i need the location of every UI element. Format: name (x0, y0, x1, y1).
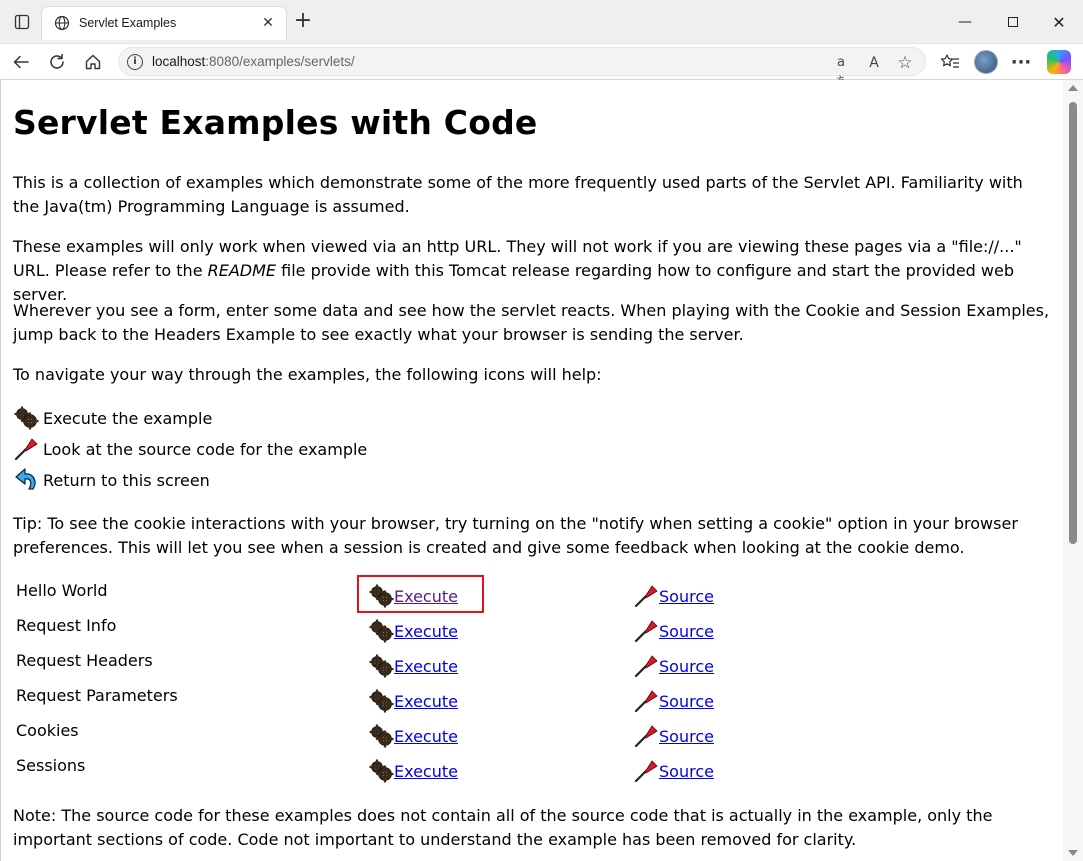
source-link[interactable]: Source (659, 692, 714, 711)
table-row (13, 579, 1053, 614)
source-link[interactable]: Source (659, 587, 714, 606)
source-link[interactable]: Source (659, 727, 714, 746)
example-name: Request Parameters (16, 686, 178, 705)
close-window-button[interactable]: ✕ (1052, 12, 1066, 32)
execute-cell (368, 754, 458, 784)
source-cell (633, 649, 714, 679)
table-row (13, 649, 1053, 684)
source-screwdriver-icon[interactable] (633, 723, 659, 749)
selection-highlight (357, 575, 484, 613)
execute-link[interactable]: Execute (394, 657, 458, 676)
site-info-icon[interactable]: i (127, 54, 143, 70)
execute-link[interactable]: Execute (394, 587, 458, 606)
tip-paragraph: Tip: To see the cookie interactions with your browser, try turning on the "notify when setting a cookie" option in your browser preferences. This will let you see when a session is created and give some feedback when looking at the cookie demo. (13, 514, 1018, 557)
vertical-scrollbar[interactable] (1063, 80, 1083, 861)
table-row (13, 684, 1053, 719)
http-note-text-1: These examples will only work when viewed via an http URL. They will not work if you are viewing these pages via a "file://..." URL. Please refer to the (13, 237, 1022, 280)
url-path: :8080/examples/servlets/ (205, 54, 355, 69)
tab-actions-icon[interactable] (12, 12, 32, 32)
page-viewport (5, 80, 1063, 861)
source-screwdriver-icon[interactable] (633, 583, 659, 609)
source-screwdriver-icon[interactable] (633, 758, 659, 784)
toolbar (0, 44, 1083, 80)
more-options-icon[interactable]: ··· (1010, 51, 1032, 73)
globe-icon (54, 15, 70, 31)
tab-title: Servlet Examples (79, 16, 177, 30)
tab-strip (0, 0, 1083, 44)
legend-execute-label: Execute the example (43, 409, 213, 428)
example-name: Request Headers (16, 651, 153, 670)
table-row (13, 754, 1053, 789)
http-note-text-2: file provide with this Tomcat release regarding how to configure and start the provided web server. (13, 261, 1014, 304)
scroll-down-arrow[interactable] (1068, 850, 1078, 856)
favorites-icon[interactable] (938, 50, 962, 74)
example-name: Request Info (16, 616, 117, 635)
profile-avatar[interactable] (974, 50, 998, 74)
table-row (13, 614, 1053, 649)
source-screwdriver-icon (13, 436, 39, 462)
execute-cell (368, 614, 458, 644)
refresh-button[interactable] (46, 51, 68, 73)
maximize-icon (1008, 17, 1018, 27)
legend-source-label: Look at the source code for the example (43, 440, 368, 459)
note-paragraph: Note: The source code for these examples does not contain all of the source code that is actually in the example, only the important sections of code. Code not important to understand the example has been removed for clarity. (13, 806, 993, 849)
source-screwdriver-icon[interactable] (633, 688, 659, 714)
execute-link[interactable]: Execute (394, 692, 458, 711)
execute-link[interactable]: Execute (394, 762, 458, 781)
source-cell (633, 754, 714, 784)
minimize-button[interactable]: — (958, 14, 972, 30)
source-cell (633, 579, 714, 609)
navigate-note-paragraph: To navigate your way through the examples, the following icons will help: (13, 365, 602, 384)
back-button[interactable] (10, 51, 32, 73)
form-note-paragraph: Wherever you see a form, enter some data and see how the servlet reacts. When playing with the Cookie and Session Examples, jump back to the Headers Example to see exactly what your browser is sending the server. (13, 301, 1050, 344)
return-arrow-icon (13, 467, 39, 493)
home-button[interactable] (82, 51, 104, 73)
execute-cell (368, 649, 458, 679)
http-note-paragraph (13, 235, 1053, 307)
translate-icon[interactable]: a (837, 55, 845, 70)
legend-source (13, 436, 367, 462)
source-cell (633, 614, 714, 644)
source-cell (633, 684, 714, 714)
new-tab-button[interactable]: + (293, 8, 313, 33)
legend-return-label: Return to this screen (43, 471, 210, 490)
intro-paragraph: This is a collection of examples which demonstrate some of the more frequently used parts of the Servlet API. Familiarity with the Java(tm) Programming Language is assumed. (13, 173, 1023, 216)
legend-return (13, 467, 210, 493)
execute-gear-icon[interactable] (368, 653, 394, 679)
execute-cell (368, 719, 458, 749)
legend-execute (13, 405, 212, 431)
source-cell (633, 719, 714, 749)
execute-gear-icon[interactable] (368, 758, 394, 784)
read-aloud-icon[interactable]: A (869, 55, 879, 71)
url-text (152, 54, 355, 69)
url-host: localhost (152, 54, 206, 69)
example-name: Sessions (16, 756, 86, 775)
source-screwdriver-icon[interactable] (633, 653, 659, 679)
active-tab[interactable] (41, 6, 287, 40)
example-name: Hello World (16, 581, 108, 600)
execute-gear-icon[interactable] (368, 688, 394, 714)
source-link[interactable]: Source (659, 762, 714, 781)
page-title: Servlet Examples with Code (13, 103, 538, 142)
execute-gear-icon[interactable] (368, 618, 394, 644)
maximize-button[interactable] (990, 8, 1036, 36)
scroll-thumb[interactable] (1069, 102, 1077, 544)
favorite-star-icon[interactable]: ☆ (897, 53, 913, 73)
execute-cell (368, 684, 458, 714)
table-row (13, 719, 1053, 754)
readme-text: README (207, 261, 277, 280)
address-bar[interactable] (118, 47, 926, 76)
scroll-up-arrow[interactable] (1068, 85, 1078, 91)
execute-link[interactable]: Execute (394, 727, 458, 746)
execute-gear-icon (13, 405, 39, 431)
source-link[interactable]: Source (659, 657, 714, 676)
source-screwdriver-icon[interactable] (633, 618, 659, 644)
copilot-icon[interactable] (1047, 50, 1071, 74)
execute-gear-icon[interactable] (368, 723, 394, 749)
source-link[interactable]: Source (659, 622, 714, 641)
execute-link[interactable]: Execute (394, 622, 458, 641)
example-name: Cookies (16, 721, 79, 740)
close-tab-icon[interactable]: ✕ (262, 15, 274, 31)
